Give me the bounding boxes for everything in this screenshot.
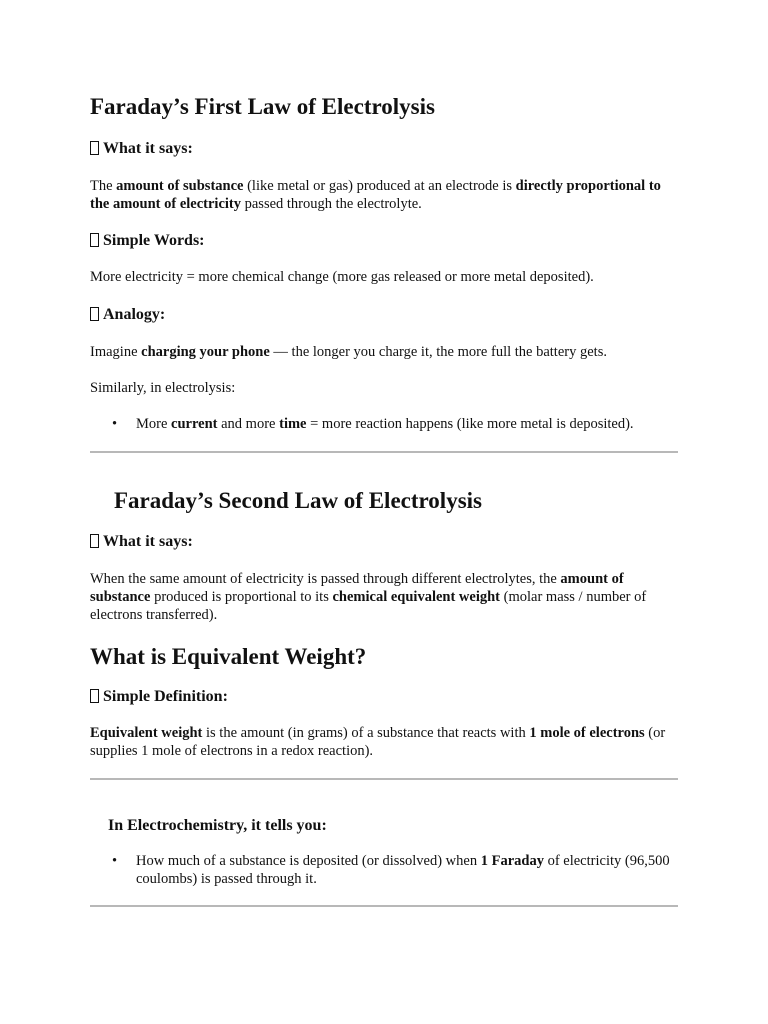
bold-run: directly proportional to the amount of electricity: [90, 178, 661, 212]
bold-run: Equivalent weight: [90, 725, 203, 741]
second-law-what-text: [90, 570, 680, 624]
first-law-what-text: [90, 177, 680, 213]
text-run: produced is proportional to its: [150, 589, 333, 605]
missing-glyph-box-icon: [90, 141, 99, 155]
first-law-simple-heading: [90, 231, 205, 251]
bold-run: time: [279, 416, 307, 432]
first-law-analogy-text: [90, 343, 680, 361]
missing-glyph-box-icon: [90, 534, 99, 548]
bold-run: amount of substance: [90, 571, 624, 605]
text-run: (like metal or gas) produced at an electrode is: [243, 178, 516, 194]
missing-glyph-box-icon: [90, 689, 99, 703]
equivalent-weight-title: What is Equivalent Weight?: [90, 644, 367, 669]
electrochemistry-heading: In Electrochemistry, it tells you:: [108, 817, 327, 834]
text-run: (or supplies 1 mole of electrons in a redox reaction).: [90, 725, 666, 759]
text-run: is the amount (in grams) of a substance that reacts with: [202, 725, 530, 741]
first-law-analogy-heading: [90, 305, 165, 325]
text-run: = more reaction happens (like more metal is deposited).: [306, 416, 634, 432]
section-divider: [90, 905, 678, 907]
section-divider: [90, 778, 678, 780]
first-law-title: Faraday’s First Law of Electrolysis: [90, 94, 435, 119]
heading-label: What it says:: [103, 533, 193, 550]
second-law-what-heading: [90, 532, 193, 552]
text-run: passed through the electrolyte.: [241, 196, 422, 212]
bold-run: 1 mole of electrons: [529, 725, 645, 741]
equivalent-weight-definition-text: [90, 724, 680, 760]
equivalent-weight-definition-heading: [90, 687, 228, 707]
text-run: of electricity (96,500 coulombs) is passed through it.: [136, 853, 670, 887]
text-run: Imagine: [90, 344, 142, 360]
text-run: (molar mass / number of electrons transferred).: [90, 589, 647, 623]
text-run: More: [136, 416, 172, 432]
first-law-simple-text: More electricity = more chemical change (more gas released or more metal deposited).: [90, 269, 594, 285]
text-run: When the same amount of electricity is passed through different electrolytes, the: [90, 571, 561, 587]
heading-label: Simple Definition:: [103, 688, 228, 705]
heading-label: Simple Words:: [103, 232, 205, 249]
bullet-dot-icon: •: [112, 853, 118, 869]
second-law-title: Faraday’s Second Law of Electrolysis: [114, 488, 482, 513]
bold-run: chemical equivalent weight: [332, 589, 501, 605]
heading-label: What it says:: [103, 140, 193, 157]
bold-run: current: [171, 416, 218, 432]
bullet-dot-icon: •: [112, 416, 118, 432]
missing-glyph-box-icon: [90, 307, 99, 321]
text-run: — the longer you charge it, the more full the battery gets.: [269, 344, 607, 360]
text-run: The: [90, 178, 117, 194]
bold-run: charging your phone: [141, 344, 270, 360]
text-run: How much of a substance is deposited (or dissolved) when: [136, 853, 481, 869]
first-law-similarly-text: Similarly, in electrolysis:: [90, 380, 236, 396]
bold-run: 1 Faraday: [480, 853, 544, 869]
bold-run: amount of substance: [116, 178, 244, 194]
first-law-what-heading: [90, 139, 193, 159]
section-divider: [90, 451, 678, 453]
text-run: and more: [217, 416, 280, 432]
missing-glyph-box-icon: [90, 233, 99, 247]
first-law-bullet-item: [136, 415, 676, 433]
heading-label: Analogy:: [103, 306, 166, 323]
electrochemistry-bullet-item: [136, 852, 676, 888]
